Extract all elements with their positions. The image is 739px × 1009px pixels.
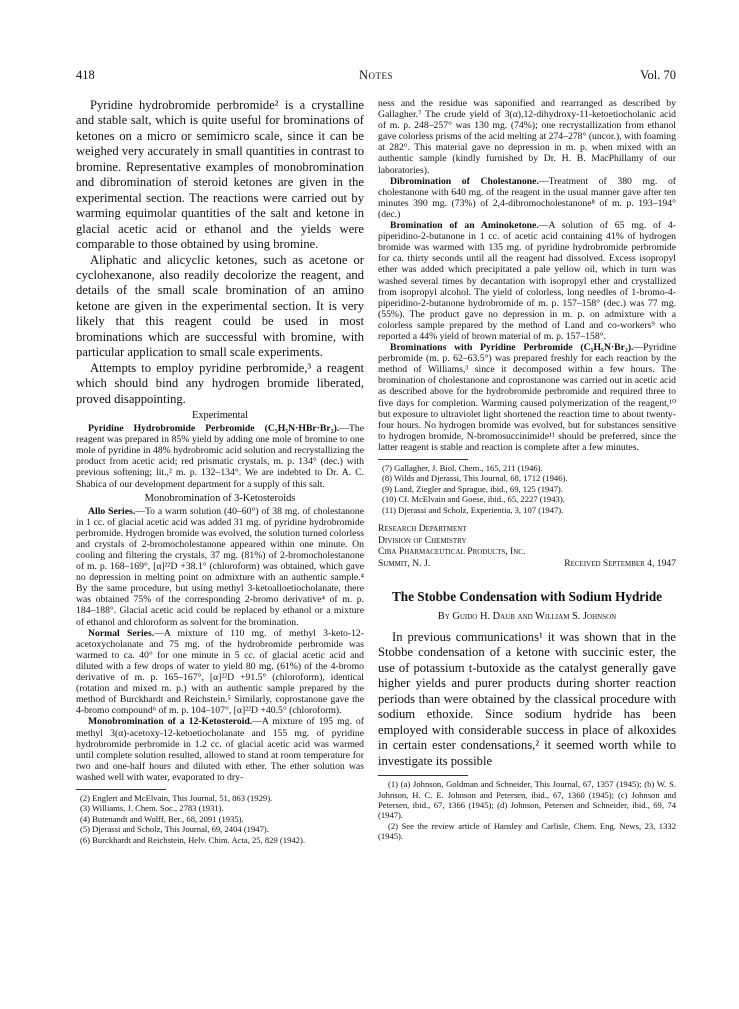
- footnote: (10) Cf. McElvain and Goese, ibid., 65, 2227 (1943).: [382, 494, 565, 505]
- reagent-title: Pyridine Hydrobromide Perbromide (C₅H₅N·HBr·Br₂).: [88, 423, 340, 435]
- intro-paragraph: Pyridine hydrobromide perbromide² is a crystalline and stable salt, which is quite useful for brominations of ketones on a micro or semimicro scale, since it can be weighed very accurately in small quantities in contrast to bromine. Representative examples of monobromination and dibromination of steroid ketones are given in the experimental section. The reactions were carried out by warming equimolar quantities of the salt and ketone in glacial acetic acid or ethanol and the yields were comparable to those obtained by using bromine.: [76, 98, 364, 252]
- aminoketone-title: Bromination of an Aminoketone.: [390, 220, 539, 232]
- received-date: Received September 4, 1947: [564, 557, 676, 569]
- intro-text: [76, 98, 364, 407]
- footnote: (6) Burckhardt and Reichstein, Helv. Chim. Acta, 25, 829 (1942).: [80, 834, 305, 845]
- footnote-rule: [378, 459, 468, 460]
- footnote: (2) Englert and McElvain, This Journal, 51, 863 (1929).: [80, 792, 273, 803]
- left-footnotes: [76, 793, 364, 845]
- right-column: [378, 98, 676, 988]
- ketosteroid-paragraph: [76, 716, 364, 783]
- dibromination-text: —Treatment of 380 mg. of cholestanone with 640 mg. of the reagent in the usual manner gave after ten minutes 390 mg. (73%) of 2,4-dibromocholestanone⁸ of m. p. 193–194° (dec.): [378, 175, 677, 220]
- intro-paragraph: Aliphatic and alicyclic ketones, such as acetone or cyclohexanone, also readily decolorize the reagent, and details of the small scale bromination of an amino ketone are given in the experimental section. It is very likely that this reagent could be used in most brominations which are successful with bromine, with particular application to small scale experiments.: [76, 252, 364, 360]
- intro-paragraph: Attempts to employ pyridine perbromide,³ a reagent which should bind any hydrogen bromide liberated, proved disappointing.: [76, 360, 364, 406]
- normal-text: —A mixture of 110 mg. of methyl 3-keto-12-acetoxycholanate and 75 mg. of the hydrobromide perbromide was warmed to ca. 40° for one minute in 5 cc. of glacial acetic acid and diluted with a few drops of water to yield 80 mg. (61%) of the 4-bromo derivative of m. p. 165–167°, [α]²²D +91.5° (chloroform), identical (rotation and mixed m. p.) with an authentic sample prepared by the method of Burckhardt and Reichstein.⁵ Similarly, coprostanone gave the 4-bromo compound⁶ of m. p. 104–107°, [α]²²D +40.5° (chloroform).: [76, 627, 364, 717]
- left-column: [76, 98, 364, 988]
- continued-paragraph: ness and the residue was saponified and rearranged as described by Gallagher.⁷ The crude yield of 3(α),12-dihydroxy-11-ketoetiocholanic acid of m. p. 248–257° was 130 mg. (74%); one recrystallization from ethanol gave colorless prisms of the acid melting at 274–278° (uncor.), with foaming at 282°. This material gave no depression in m. p. when mixed with an authentic sample (kindly furnished by Dr. H. B. MacPhillamy of our laboratories).: [378, 98, 676, 176]
- ketosteroid-text: —A mixture of 195 mg. of methyl 3(α)-acetoxy-12-ketoetiocholanate and 155 mg. of pyridine hydrobromide perbromide in 1.2 cc. of glacial acetic acid was warmed until complete solution resulted, allowed to stand at room temperature for two and one-half hours and diluted with ether. The ether solution was washed well with water, evaporated to dry-: [76, 716, 364, 783]
- footnote: (11) Djerassi and Scholz, Experientia, 3, 107 (1947).: [382, 504, 564, 515]
- dibromination-paragraph: [378, 176, 676, 220]
- footnote: (4) Butenandt and Wolff, Ber., 68, 2091 (1935).: [80, 813, 244, 824]
- right-footnotes: [378, 463, 676, 515]
- article-paragraph: In previous communications¹ it was shown that in the Stobbe condensation of a ketone with succinic ester, the use of potassium t-butoxide as the catalyst generally gave higher yields and purer products during shorter reaction periods than were obtained by the classical procedure with sodium ethoxide. Since sodium hydride has been employed with considerable success in place of alkoxides in certain ester condensations,² it seemed worth while to investigate its possible: [378, 630, 676, 768]
- footnote: (2) See the review article of Hansley and Carlisle, Chem. Eng. News, 23, 1332 (1945).: [378, 820, 676, 842]
- article-title: The Stobbe Condensation with Sodium Hydride: [391, 589, 663, 605]
- address-row: [378, 558, 676, 570]
- allo-paragraph: [76, 506, 364, 628]
- monobromination-heading: Monobromination of 3-Ketosteroids: [144, 492, 296, 504]
- continued-experimental: [378, 98, 676, 453]
- reagent-text: —The reagent was prepared in 85% yield by adding one mole of bromine to one mole of pyridine in 48% hydrobromic acid solution and recrystallizing the product from acetic acid; red prismatic crystals, m. p. 134° (dec.) with previous softening; lit.,² m. p. 132–134°. We are indebted to Dr. A. C. Shabica of our development department for a supply of this salt.: [76, 423, 364, 490]
- perbromide-text: —Pyridine perbromide (m. p. 62–63.5°) was prepared freshly for each reaction by the method of Williams,³ since it decomposed within a few hours. The bromination of cholestanone and coprostanone was carried out in acetic acid as described above for the hydrobromide perbromide and required three to five days for completion. Warming caused polymerization of the reagent,¹⁰ but exposure to ultraviolet light shortened the reaction time to about twenty-four hours. No hydrogen bromide was evolved, but for substances sensitive to hydrogen bromide, N-bromosuccinimide¹¹ should be preferred, since the latter reagent is stable and reaction is complete after a few minutes.: [378, 342, 676, 453]
- ketosteroid-title: Monobromination of a 12-Ketosteroid.: [88, 716, 253, 728]
- allo-title: Allo Series.: [88, 505, 136, 517]
- allo-text: —To a warm solution (40–60°) of 38 mg. of cholestanone in 1 cc. of glacial acetic acid was added 31 mg. of pyridine hydrobromide perbromide. Hydrogen bromide was evolved, the solution turned colorless and crystals of 2-bromocholestanone appeared within one minute. On cooling and filtering the crystals, 37 mg. (81%) of 2-bromocholestanone of m. p. 168–169°, [α]²²D +38.1° (chloroform) was obtained, which gave no depression in melting point on admixture with an authentic sample.⁴ By the same procedure, but using methyl 3-ketoalloetiocholanate, there was obtained 75% of the corresponding 2-bromo derivative⁴ of m. p. 184–188°. Glacial acetic acid could be replaced by ethanol or a mixture of ethanol and chloroform as solvent for the bromination.: [76, 505, 364, 628]
- address-line: Research Department: [378, 523, 467, 535]
- aminoketone-paragraph: [378, 220, 676, 342]
- dibromination-title: Dibromination of Cholestanone.: [390, 175, 539, 187]
- running-header: [76, 68, 676, 84]
- footnote: (7) Gallagher, J. Biol. Chem., 165, 211 (1946).: [382, 463, 543, 473]
- author-address: [378, 523, 676, 569]
- page-number: 418: [76, 68, 95, 82]
- address-line: Summit, N. J.: [378, 557, 431, 569]
- experimental-body: [76, 423, 364, 490]
- perbromide-title: Brominations with Pyridine Perbromide (C₅H₅N·Br₂).: [390, 342, 634, 354]
- article-footnotes: [378, 779, 676, 841]
- article-body: [378, 630, 676, 769]
- normal-paragraph: [76, 628, 364, 717]
- footnote-rule: [378, 775, 468, 776]
- footnote: (9) Land, Ziegler and Sprague, ibid., 69, 125 (1947).: [382, 483, 563, 494]
- section-title: Notes: [358, 68, 394, 82]
- address-line: Ciba Pharmaceutical Products, Inc.: [378, 546, 526, 558]
- normal-title: Normal Series.: [88, 627, 155, 639]
- footnote: (5) Djerassi and Scholz, This Journal, 69, 2404 (1947).: [80, 824, 269, 835]
- volume-label: Vol. 70: [640, 68, 676, 82]
- aminoketone-text: —A solution of 65 mg. of 4-piperidino-2-butanone in 1 cc. of acetic acid containing 41% of hydrogen bromide was warmed with 135 mg. of pyridine hydrobromide perbromide for ca. thirty seconds until all the reagent had dissolved. Excess isopropyl ether was added which precipitated a pale yellow oil, which in turn was washed several times by decantation with isopropyl ether and crystallized from isopropyl alcohol. The yield of colorless, long needles of 1-bromo-4-piperidino-2-butanone hydrobromide of m. p. 157–158° (dec.) was 77 mg. (55%). The product gave no depression in m. p. on admixture with a colorless sample prepared by the method of Land and co-workers⁹ who reported a 44% yield of brown material of m. p. 157–158°.: [378, 220, 676, 342]
- address-line: Division of Chemistry: [378, 534, 467, 546]
- perbromide-paragraph: [378, 342, 676, 453]
- footnote: (8) Wilds and Djerassi, This Journal, 68, 1712 (1946).: [382, 473, 568, 484]
- reagent-paragraph: [76, 423, 364, 490]
- footnote-rule: [76, 789, 166, 790]
- article-byline: By Guido H. Daub and William S. Johnson: [437, 611, 617, 623]
- footnote: (1) (a) Johnson, Goldman and Schneider, This Journal, 67, 1357 (1945); (b) W. S. Johnson, H. C. E. Johnson and Petersen, ibid., 67, 1360 (1945); (c) Johnson and Petersen, ibid., 67, 1366 (1945); (d) Johnson, Petersen and Schneider, ibid., 69, 74 (1947).: [378, 779, 676, 821]
- monobromination-body: [76, 506, 364, 783]
- experimental-heading: Experimental: [192, 410, 248, 422]
- footnote: (3) Williams, J. Chem. Soc., 2783 (1931).: [80, 803, 224, 814]
